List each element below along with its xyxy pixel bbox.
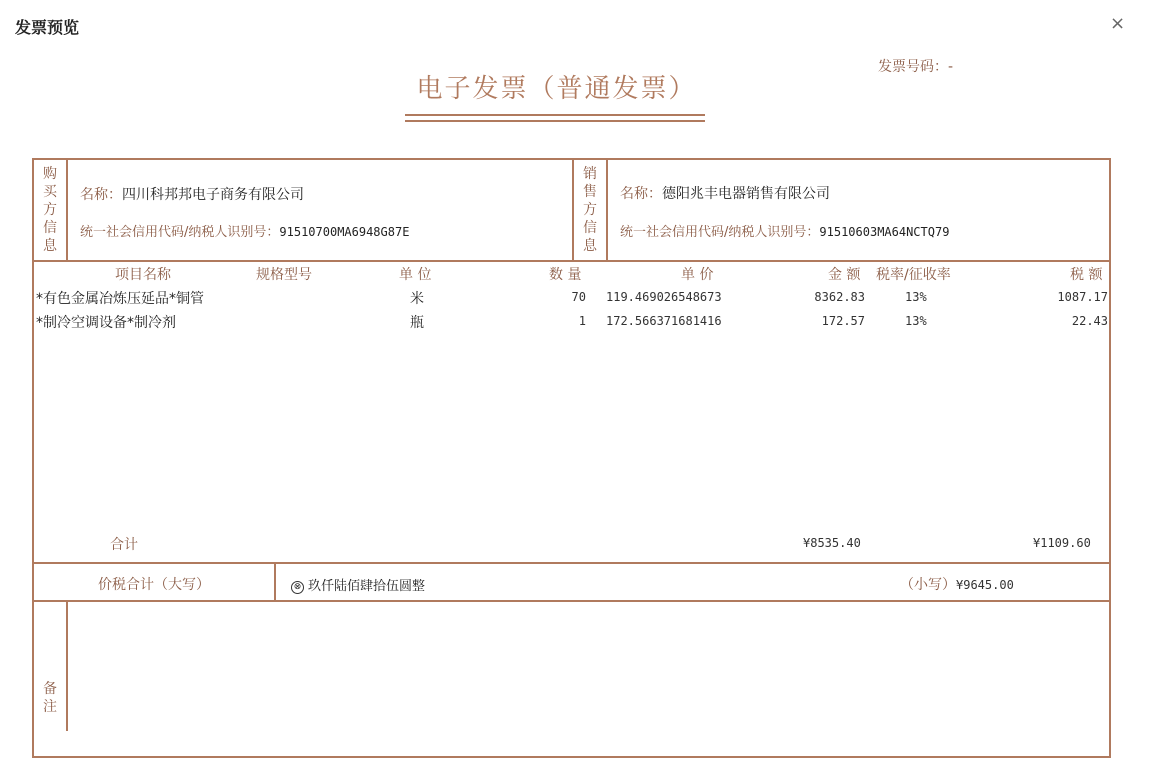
seller-tax-id-value: 91510603MA64NCTQ79 [819, 225, 950, 239]
seller-label-char: 销 [583, 166, 597, 182]
title-underline [405, 114, 705, 116]
seller-name [620, 183, 830, 203]
seller-label-char: 信 [583, 220, 597, 236]
item-amount: 8362.83 [814, 290, 865, 304]
buyer-label-char: 息 [43, 238, 57, 254]
close-icon[interactable]: × [1110, 13, 1126, 34]
item-unit: 瓶 [410, 315, 424, 331]
col-header-price: 单 价 [681, 267, 714, 283]
invoice-number [878, 56, 953, 76]
sum-label: 合计 [110, 537, 138, 553]
seller-label-char: 方 [583, 202, 597, 218]
sum-amount: ¥8535.40 [803, 536, 861, 550]
col-header-qty: 数 量 [549, 267, 582, 283]
total-lower-value: ¥9645.00 [956, 578, 1014, 592]
item-price: 172.566371681416 [606, 314, 722, 328]
buyer-tax-id [80, 221, 409, 240]
buyer-name-label: 名称： [80, 187, 122, 203]
table-divider [32, 562, 1111, 564]
seller-name-label: 名称： [620, 186, 662, 202]
invoice-number-value: - [948, 59, 954, 75]
item-price: 119.469026548673 [606, 290, 722, 304]
buyer-name-value: 四川科邦邦电子商务有限公司 [122, 187, 304, 203]
buyer-tax-id-label: 统一社会信用代码/纳税人识别号： [80, 225, 280, 240]
seller-label-char: 息 [583, 238, 597, 254]
table-divider [274, 563, 276, 601]
item-tax: 22.43 [1071, 314, 1108, 328]
buyer-name [80, 184, 304, 204]
buyer-label-char: 买 [43, 184, 57, 200]
seller-section-label [573, 165, 607, 255]
col-header-spec: 规格型号 [256, 267, 312, 283]
col-header-amount: 金 额 [828, 267, 861, 283]
total-lower-label: （小写） [900, 577, 956, 593]
item-name: *有色金属冶炼压延品*铜管 [36, 291, 204, 307]
total-upper-value: 玖仟陆佰肆拾伍圆整 [308, 579, 426, 594]
buyer-label-char: 信 [43, 220, 57, 236]
col-header-tax: 税 额 [1070, 267, 1103, 283]
total-upper [291, 575, 425, 594]
total-lower [900, 574, 1014, 594]
total-upper-label: 价税合计（大写） [98, 577, 210, 593]
item-tax: 1087.17 [1057, 290, 1108, 304]
col-header-rate: 税率/征收率 [876, 267, 951, 283]
col-header-unit: 单 位 [399, 267, 432, 283]
item-qty: 1 [578, 314, 586, 328]
cross-circle-icon: ⊗ [291, 581, 304, 594]
invoice-title: 电子发票（普通发票） [416, 74, 697, 104]
item-name: *制冷空调设备*制冷剂 [36, 315, 176, 331]
seller-label-char: 售 [583, 184, 597, 200]
dialog-title: 发票预览 [15, 18, 80, 37]
title-underline [405, 120, 705, 122]
item-amount: 172.57 [821, 314, 865, 328]
table-divider [32, 600, 1111, 602]
buyer-label-char: 购 [43, 166, 57, 182]
seller-name-value: 德阳兆丰电器销售有限公司 [662, 186, 830, 202]
seller-tax-id [620, 221, 949, 240]
remarks-label [33, 680, 67, 716]
seller-tax-id-label: 统一社会信用代码/纳税人识别号： [620, 225, 820, 240]
invoice-number-label: 发票号码： [878, 59, 948, 75]
item-rate: 13% [905, 314, 927, 328]
item-rate: 13% [905, 290, 927, 304]
buyer-tax-id-value: 91510700MA6948G87E [279, 225, 410, 239]
item-unit: 米 [410, 291, 424, 307]
buyer-section-label [33, 165, 67, 255]
remarks-label-char: 注 [43, 699, 57, 715]
item-qty: 70 [571, 290, 586, 304]
sum-tax: ¥1109.60 [1033, 536, 1091, 550]
col-header-name: 项目名称 [115, 267, 171, 283]
remarks-label-char: 备 [43, 681, 57, 697]
buyer-label-char: 方 [43, 202, 57, 218]
